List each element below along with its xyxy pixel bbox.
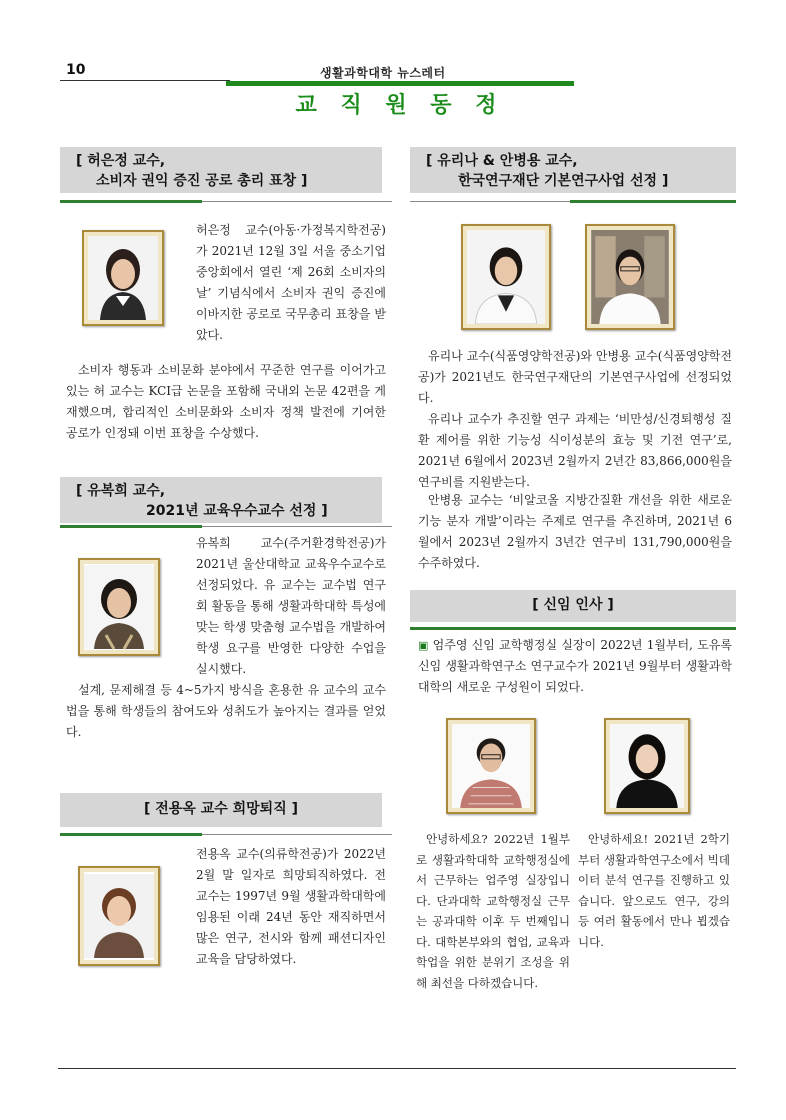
bullet-icon: ▣: [418, 639, 429, 652]
article1-para2: 소비자 행동과 소비문화 분야에서 꾸준한 연구를 이어가고 있는 허 교수는 KCI급 논문을 포함해 국내외 논문 42편을 게재했으며, 합리적인 소비문화와 소비자 정책 발전에 기여한 공로가 인정돼 이번 표창을 수상했다.: [66, 363, 386, 440]
article5-greeting-right: 안녕하세요! 2021년 2학기부터 생활과학연구소에서 빅데이터 분석 연구를 진행하고 있습니다. 앞으로도 연구, 강의 등 여러 활동에서 만나 뵙겠습니다.: [578, 832, 730, 949]
portrait-icon: [610, 724, 684, 808]
article3-para1: 전용옥 교수(의류학전공)가 2022년 2월 말 일자로 희망퇴직하였다. 전 교수는 1997년 9월 생활과학대학에 임용된 이래 24년 동안 재직하면서 많은 연구, 전시와 함께 패션디자인 교육을 담당하였다.: [196, 847, 386, 966]
page-title: 교 직 원 동 정: [295, 93, 505, 118]
header-green-bar: [226, 81, 574, 86]
article2-title-box: [60, 477, 382, 523]
article2-para2: 설계, 문제해결 등 4~5가지 방식을 혼용한 유 교수의 교수법을 통해 학생들의 참여도와 성취도가 높아지는 결과를 얻었다.: [66, 683, 386, 739]
eom-juyoung-photo: [446, 718, 536, 814]
article1-title-line1: [ 허은정 교수,: [76, 153, 166, 169]
portrait-icon: [452, 724, 530, 808]
article3-underline-gray: [202, 834, 392, 835]
professor-yurina-photo: [461, 224, 551, 330]
professor-jeon-photo: [78, 866, 160, 966]
portrait-icon: [84, 564, 154, 650]
article4-title-box: [410, 147, 736, 193]
article2-title-line1: [ 유복희 교수,: [76, 483, 166, 499]
article4-underline: [570, 200, 736, 203]
article3-title-box: [60, 793, 382, 827]
professor-yoo-photo: [78, 558, 160, 656]
article2-title-line2: 2021년 교육우수교수 선정 ]: [146, 503, 328, 519]
professor-ahn-photo: [585, 224, 675, 330]
portrait-icon: [591, 230, 669, 324]
article1-para1: 허은정 교수(아동·가정복지학전공)가 2021년 12월 3일 서울 중소기업중앙회에서 열린 ‘제 26회 소비자의 날’ 기념식에서 소비자 권익 증진에 이바지한 공로로 국무총리 표창을 받았다.: [196, 223, 386, 342]
article1-title-line2: 소비자 권익 증진 공로 총리 표창 ]: [96, 173, 308, 189]
page-number: 10: [66, 62, 86, 78]
article5-title: [ 신임 인사 ]: [532, 597, 614, 613]
article2-underline: [60, 525, 202, 528]
article1-underline: [60, 200, 202, 203]
article5-greeting-left: 안녕하세요? 2022년 1월부로 생활과학대학 교학행정실에서 근무하는 업주영 실장입니다. 단과대학 교학행정실 근무는 공과대학 이후 두 번째입니다. 대학본부와의 협업, 교육과 학업을 위한 분위기 조성을 위해 최선을 다하겠습니다.: [416, 832, 570, 990]
article2-para1: 유복희 교수(주거환경학전공)가 2021년 울산대학교 교육우수교수로 선정되었다. 유 교수는 교수법 연구회 활동을 통해 생활과학대학 특성에 맞는 학생 맞춤형 교수법을 개발하여 학생 요구를 반영한 다양한 수업을 실시했다.: [196, 536, 386, 676]
portrait-icon: [84, 872, 154, 960]
article1-underline-gray: [202, 201, 392, 202]
article5-title-box: [410, 590, 736, 622]
article4-para2: 유리나 교수가 추진할 연구 과제는 ‘비만성/신경퇴행성 질환 제어를 위한 기능성 식이성분의 효능 및 기전 연구’로, 2021년 6월에서 2023년 2월까지 2년간 83,866,000원을 연구비를 지원받는다.: [418, 412, 732, 489]
newsletter-title: 생활과학대학 뉴스레터: [320, 66, 446, 80]
article4-underline-gray: [410, 201, 570, 202]
portrait-icon: [88, 236, 158, 320]
header-rule: [60, 80, 230, 81]
article4-title-line2: 한국연구재단 기본연구사업 선정 ]: [458, 173, 669, 189]
article5-intro: 엄주영 신임 교학행정실 실장이 2022년 1월부터, 도유록 신임 생활과학연구소 연구교수가 2021년 9월부터 생활과학대학의 새로운 구성원이 되었다.: [418, 638, 732, 694]
portrait-icon: [467, 230, 545, 324]
article5-intro-block: [418, 635, 732, 698]
article4-para1: 유리나 교수(식품영양학전공)와 안병용 교수(식품영양학전공)가 2021년도 한국연구재단의 기본연구사업에 선정되었다.: [418, 349, 732, 405]
article1-title-box: [60, 147, 382, 193]
footer-rule: [58, 1068, 736, 1069]
article5-underline: [410, 627, 736, 630]
article3-underline: [60, 833, 202, 836]
article4-title-line1: [ 유리나 & 안병용 교수,: [426, 153, 578, 169]
professor-heo-photo: [82, 230, 164, 326]
do-yurok-photo: [604, 718, 690, 814]
article3-title: [ 전용옥 교수 희망퇴직 ]: [143, 801, 298, 817]
article2-underline-gray: [202, 526, 392, 527]
article4-para3: 안병용 교수는 ‘비알코올 지방간질환 개선을 위한 새로운 기능 분자 개발’이라는 주제로 연구를 추진하며, 2021년 6월에서 2023년 2월까지 3년간 연구비 131,790,000원을 수주하였다.: [418, 493, 732, 570]
